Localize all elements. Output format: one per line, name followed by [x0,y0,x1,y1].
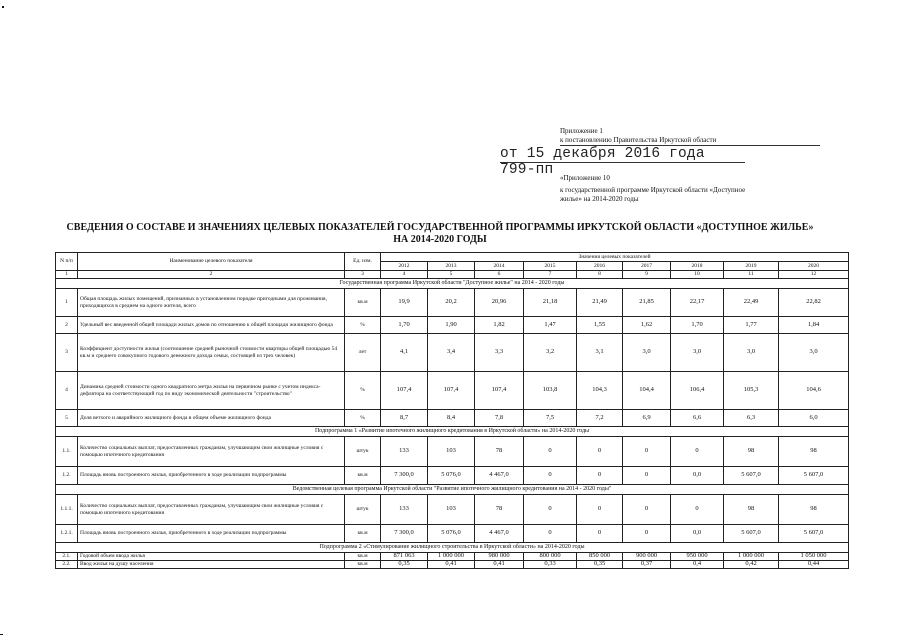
value-cell: 0 [623,525,671,543]
unit-cell: штук [345,437,381,467]
column-numbers-row [56,271,849,279]
table-row [56,289,849,317]
unit-cell: % [345,317,381,334]
indicator-name: Удельный вес введенной общей площади жилых домов по отношению к общей площади жилищного фонда [78,317,345,334]
value-cell: 7 300,0 [381,467,428,485]
value-cell: 133 [381,437,428,467]
unit-cell: лет [345,334,381,372]
document-title [60,222,820,246]
value-cell: 950 000 [671,553,724,561]
column-number-cell: 7 [524,271,577,279]
table-row [56,334,849,372]
value-cell: 21,18 [524,289,577,317]
value-cell: 0,33 [524,561,577,569]
column-number-cell: 12 [779,271,849,279]
table-row [56,372,849,410]
row-number: 1.1. [56,437,78,467]
row-number: 1.2.1. [56,525,78,543]
year-cell: 2017 [623,262,671,271]
indicator-name: Динамика средней стоимости одного квадратного метра жилья на первичном рынке с учетом индекса-дефлятора на соответствующий год по виду экономической деятельности "строительство" [78,372,345,410]
appendix-line-1: «Приложение 10 [560,174,610,182]
unit-cell: кв.м [345,561,381,569]
value-cell: 6,0 [779,410,849,427]
value-cell: 103 [428,495,475,525]
value-cell: 0 [623,467,671,485]
indicator-name: Ввод жилья на душу населения [78,561,345,569]
value-cell: 104,4 [623,372,671,410]
column-header-unit: Ед. изм. [345,253,381,271]
value-cell: 1,77 [724,317,779,334]
value-cell: 5 607,0 [724,467,779,485]
row-number: 3 [56,334,78,372]
value-cell: 103 [428,437,475,467]
appendix-reference [560,174,820,204]
column-number-cell: 6 [475,271,524,279]
value-cell: 850 000 [577,553,623,561]
column-header-num: N п/п [56,253,78,271]
value-cell: 4 467,0 [475,525,524,543]
value-cell: 98 [724,495,779,525]
value-cell: 19,9 [381,289,428,317]
indicator-name: Годовой объем ввода жилья [78,553,345,561]
value-cell: 22,82 [779,289,849,317]
table-row [56,525,849,543]
value-cell: 0,4 [671,561,724,569]
row-number: 4 [56,372,78,410]
column-number-cell: 9 [623,271,671,279]
unit-cell: штук [345,495,381,525]
value-cell: 0 [671,495,724,525]
table-row [56,561,849,569]
unit-cell: кв.м [345,553,381,561]
year-cell: 2018 [671,262,724,271]
indicator-name: Общая площадь жилых помещений, признанных в установленном порядке пригодными для проживания, приходящихся в среднем на одного жителя, всего [78,289,345,317]
value-cell: 1,70 [381,317,428,334]
section-title: Государственная программа Иркутской области "Доступное жилье" на 2014 - 2020 годы [56,279,849,289]
value-cell: 0 [524,437,577,467]
section-title: Подпрограмма 1 «Развитие ипотечного жилищного кредитования в Иркутской области» на 2014-2020 годы [56,427,849,437]
value-cell: 0 [524,467,577,485]
value-cell: 6,6 [671,410,724,427]
year-cell: 2014 [475,262,524,271]
value-cell: 4,1 [381,334,428,372]
value-cell: 3,0 [671,334,724,372]
column-number-cell: 11 [724,271,779,279]
value-cell: 800 000 [524,553,577,561]
value-cell: 3,1 [577,334,623,372]
column-header-values: Значения целевых показателей [381,253,849,262]
value-cell: 0,0 [671,467,724,485]
row-number: 1 [56,289,78,317]
value-cell: 20,96 [475,289,524,317]
value-cell: 3,0 [724,334,779,372]
appendix-line-3: жилье» на 2014-2020 годы [560,195,639,203]
column-number-cell: 4 [381,271,428,279]
value-cell: 0 [577,437,623,467]
indicator-name: Доля ветхого и аварийного жилищного фонда в общем объеме жилищного фонда [78,410,345,427]
value-cell: 0,41 [428,561,475,569]
section-row [56,427,849,437]
value-cell: 0 [577,525,623,543]
value-cell: 7,5 [524,410,577,427]
value-cell: 0 [577,467,623,485]
value-cell: 133 [381,495,428,525]
section-row [56,543,849,553]
indicator-name: Количество социальных выплат, предоставленных гражданам, улучшающим свои жилищные условия с помощью ипотечного кредитования [78,495,345,525]
header-line-1: Приложение 1 [560,127,603,135]
value-cell: 1 000 000 [428,553,475,561]
value-cell: 3,3 [475,334,524,372]
value-cell: 980 000 [475,553,524,561]
value-cell: 1,62 [623,317,671,334]
value-cell: 0,42 [724,561,779,569]
value-cell: 1 050 000 [779,553,849,561]
year-cell: 2016 [577,262,623,271]
section-row [56,279,849,289]
table-row [56,495,849,525]
row-number: 2.2. [56,561,78,569]
unit-cell: % [345,410,381,427]
section-title: Подпрограмма 2 «Стимулирование жилищного строительства в Иркутской области» на 2014-2020 годы [56,543,849,553]
row-number: 1.1.1. [56,495,78,525]
scan-mark [0,634,3,635]
unit-cell: кв.м [345,525,381,543]
resolution-number: 799-пп [500,162,554,178]
value-cell: 7,8 [475,410,524,427]
value-cell: 1,82 [475,317,524,334]
indicator-name: Коэффициент доступности жилья (соотношение средней рыночной стоимости квартиры общей площадью 54 кв.м и среднего совокупного годового денежного дохода семьи, состоящей из трех человек) [78,334,345,372]
appendix-header [560,127,820,146]
appendix-line-2: к государственной программе Иркутской области «Доступное [560,186,746,194]
value-cell: 4 467,0 [475,467,524,485]
value-cell: 78 [475,437,524,467]
year-cell: 2012 [381,262,428,271]
value-cell: 103,8 [524,372,577,410]
value-cell: 0 [623,495,671,525]
table-row [56,553,849,561]
value-cell: 0,35 [577,561,623,569]
value-cell: 7 300,0 [381,525,428,543]
value-cell: 104,3 [577,372,623,410]
indicator-name: Площадь вновь построенного жилья, приобретенного в ходе реализации подпрограммы [78,525,345,543]
table-row [56,410,849,427]
row-number: 5 [56,410,78,427]
value-cell: 871 063 [381,553,428,561]
column-number-cell: 2 [78,271,345,279]
value-cell: 0 [623,437,671,467]
value-cell: 1,55 [577,317,623,334]
value-cell: 1,70 [671,317,724,334]
section-title: Ведомственная целевая программа Иркутской области "Развитие ипотечного жилищного кредитования на 2014 - 2020 годы" [56,485,849,495]
section-row [56,485,849,495]
row-number: 2.1. [56,553,78,561]
value-cell: 6,9 [623,410,671,427]
title-line-2: НА 2014-2020 ГОДЫ [393,234,487,245]
value-cell: 107,4 [381,372,428,410]
value-cell: 6,3 [724,410,779,427]
value-cell: 1 000 000 [724,553,779,561]
table-row [56,437,849,467]
year-cell: 2013 [428,262,475,271]
value-cell: 0 [577,495,623,525]
value-cell: 0,44 [779,561,849,569]
value-cell: 0 [524,525,577,543]
indicator-name: Площадь вновь построенного жилья, приобретенного в ходе реализации подпрограммы [78,467,345,485]
unit-cell: кв.м [345,289,381,317]
column-number-cell: 8 [577,271,623,279]
table-row [56,317,849,334]
value-cell: 0,0 [671,525,724,543]
value-cell: 0,35 [381,561,428,569]
value-cell: 3,2 [524,334,577,372]
value-cell: 7,2 [577,410,623,427]
column-number-cell: 1 [56,271,78,279]
value-cell: 107,4 [475,372,524,410]
value-cell: 1,47 [524,317,577,334]
unit-cell: % [345,372,381,410]
indicator-name: Количество социальных выплат, предоставленных гражданам, улучшающим свои жилищные условия с помощью ипотечного кредитования [78,437,345,467]
value-cell: 22,49 [724,289,779,317]
value-cell: 0 [524,495,577,525]
value-cell: 0,41 [475,561,524,569]
table-body [56,253,849,569]
value-cell: 3,0 [779,334,849,372]
value-cell: 5 607,0 [779,467,849,485]
value-cell: 98 [724,437,779,467]
value-cell: 3,4 [428,334,475,372]
indicators-table [55,252,849,569]
scan-mark [2,6,4,8]
value-cell: 78 [475,495,524,525]
unit-cell: кв.м [345,467,381,485]
column-number-cell: 10 [671,271,724,279]
year-cell: 2015 [524,262,577,271]
value-cell: 5 076,0 [428,525,475,543]
value-cell: 21,85 [623,289,671,317]
year-cell: 2020 [779,262,849,271]
title-line-1: СВЕДЕНИЯ О СОСТАВЕ И ЗНАЧЕНИЯХ ЦЕЛЕВЫХ ПОКАЗАТЕЛЕЙ ГОСУДАРСТВЕННОЙ ПРОГРАММЫ ИРКУТСКОЙ ОБЛАСТИ «ДОСТУПНОЕ ЖИЛЬЕ» [66,222,814,233]
value-cell: 0 [671,437,724,467]
value-cell: 98 [779,495,849,525]
value-cell: 900 000 [623,553,671,561]
value-cell: 1,90 [428,317,475,334]
value-cell: 104,6 [779,372,849,410]
value-cell: 20,2 [428,289,475,317]
column-number-cell: 5 [428,271,475,279]
value-cell: 5 607,0 [724,525,779,543]
year-cell: 2019 [724,262,779,271]
value-cell: 106,4 [671,372,724,410]
value-cell: 22,17 [671,289,724,317]
row-number: 1.2. [56,467,78,485]
value-cell: 98 [779,437,849,467]
date-text: от 15 декабря 2016 года [500,147,745,163]
value-cell: 0,37 [623,561,671,569]
value-cell: 3,0 [623,334,671,372]
value-cell: 8,4 [428,410,475,427]
value-cell: 1,84 [779,317,849,334]
row-number: 2 [56,317,78,334]
column-header-name: Наименование целевого показателя [78,253,345,271]
value-cell: 107,4 [428,372,475,410]
value-cell: 8,7 [381,410,428,427]
column-number-cell: 3 [345,271,381,279]
value-cell: 5 607,0 [779,525,849,543]
table-row [56,467,849,485]
value-cell: 21,49 [577,289,623,317]
value-cell: 105,3 [724,372,779,410]
value-cell: 5 076,0 [428,467,475,485]
header-line-2: к постановлению Правительства Иркутской области [560,136,820,146]
